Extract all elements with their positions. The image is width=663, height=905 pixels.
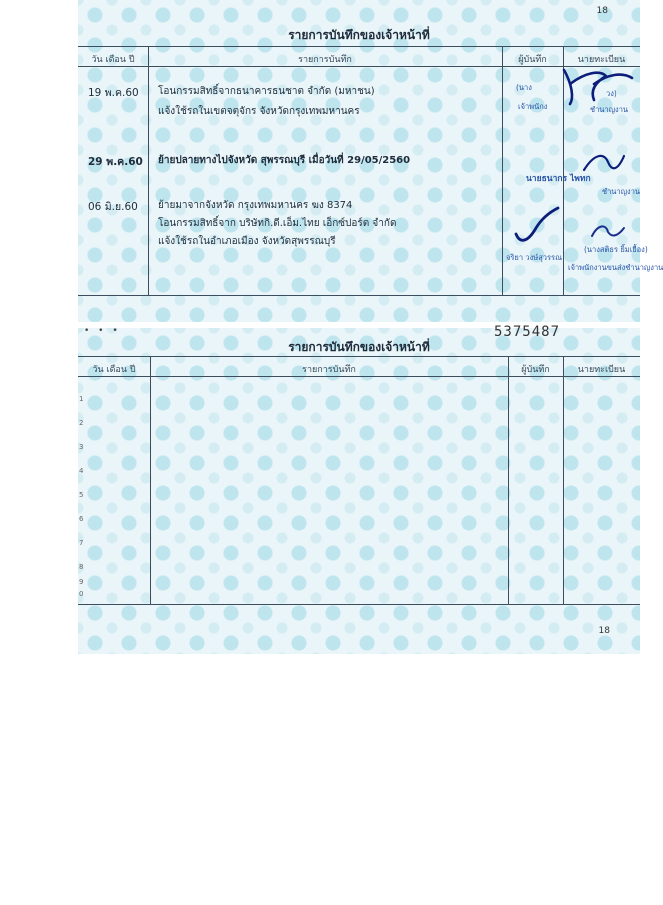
row-number: 6 — [79, 515, 84, 523]
stamp-text: (นาง — [516, 83, 532, 92]
header-entry: รายการบันทึก — [298, 55, 352, 65]
entry-date: 29 พ.ค.60 — [88, 156, 143, 168]
record-sheet-top — [78, 0, 663, 322]
column-divider-entry — [502, 46, 503, 295]
row-number: 5 — [79, 491, 84, 499]
row-number: 3 — [79, 443, 84, 451]
entry-date: 06 มิ.ย.60 — [88, 201, 138, 213]
column-divider-recorder — [563, 356, 564, 604]
page-number: 18 — [598, 626, 610, 636]
section-title: รายการบันทึกของเจ้าหน้าที่ — [288, 28, 430, 42]
table-bottom-rule — [78, 604, 640, 605]
section-title: รายการบันทึกของเจ้าหน้าที่ — [288, 340, 430, 354]
entry-date: 19 พ.ค.60 — [88, 87, 139, 99]
stamp-text: ชำนาญงาน — [602, 187, 641, 196]
signature-mark — [510, 206, 562, 246]
header-registrar: นายทะเบียน — [577, 55, 626, 65]
record-sheet-bottom — [78, 324, 640, 654]
row-number: 8 — [79, 563, 84, 571]
header-top-rule — [78, 46, 640, 47]
entry-line: โอนกรรมสิทธิ์จากธนาคารธนชาต จำกัด (มหาชน) — [158, 86, 375, 97]
header-top-rule — [78, 356, 640, 357]
header-bottom-rule — [78, 376, 640, 377]
header-recorder: ผู้บันทึก — [521, 365, 550, 375]
registrar-name-stamp: (นางสติธร ยิ้มเยื้อง) — [584, 245, 648, 254]
tear-line: • • • — [84, 326, 121, 336]
signature-mark — [578, 148, 628, 178]
registrar-title-stamp: เจ้าพนักงานขนส่งชำนาญงาน — [568, 263, 663, 272]
stamp-text: ชำนาญงาน — [590, 105, 629, 114]
signature-mark — [556, 64, 636, 110]
row-number: 1 — [79, 395, 84, 403]
table-bottom-rule — [78, 295, 640, 296]
row-number: 2 — [79, 419, 84, 427]
entry-line: ย้ายปลายทางไปจังหวัด สุพรรณบุรี เมื่อวันที่ 29/05/2560 — [158, 155, 411, 166]
column-divider-entry — [508, 356, 509, 604]
page-number: 18 — [596, 6, 608, 16]
serial-number: 5375487 — [494, 324, 561, 340]
row-number: 9 — [79, 578, 84, 586]
column-divider-date — [148, 46, 149, 295]
column-divider-date — [150, 356, 151, 604]
entry-line: ย้ายมาจากจังหวัด กรุงเทพมหานคร ฆง 8374 — [158, 200, 353, 211]
stamp-text: เจ้าพนักง — [518, 102, 548, 111]
row-number: 7 — [79, 539, 84, 547]
entry-line: แจ้งใช้รถในเขตจตุจักร จังหวัดกรุงเทพมหานคร — [158, 106, 360, 117]
stamp-text: นายธนากร ไพทก — [526, 174, 591, 184]
entry-line: โอนกรรมสิทธิ์จาก บริษัทกิ.ดี.เอ็ม.ไทย เอ็กซ์ปอร์ต จำกัด — [158, 218, 397, 229]
header-registrar: นายทะเบียน — [577, 365, 626, 375]
row-number: 0 — [79, 590, 84, 598]
header-recorder: ผู้บันทึก — [518, 55, 547, 65]
stamp-text: วง) — [606, 89, 617, 98]
entry-line: แจ้งใช้รถในอำเภอเมือง จังหวัดสุพรรณบุรี — [158, 236, 336, 247]
header-date: วัน เดือน ปี — [91, 55, 135, 65]
signature-mark — [588, 220, 628, 244]
recorder-name-stamp: จริยา วงษ์สุวรรณ — [506, 253, 563, 262]
row-number: 4 — [79, 467, 84, 475]
header-entry: รายการบันทึก — [302, 365, 356, 375]
header-date: วัน เดือน ปี — [92, 365, 136, 375]
